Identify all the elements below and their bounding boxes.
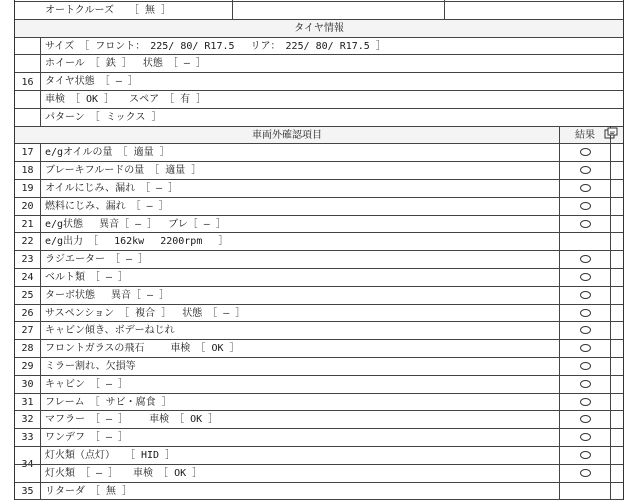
- check-item-row: [15, 198, 623, 216]
- row-text: リターダ ［ 無 ］: [45, 485, 133, 497]
- result-cell: [559, 429, 611, 446]
- edit-icon[interactable]: [599, 127, 623, 144]
- row-number: 17: [15, 144, 41, 161]
- result-cell: [559, 198, 611, 215]
- result-cell: [559, 376, 611, 393]
- check-item-row: [15, 429, 623, 447]
- row-text: キャビン ［ ― ］: [45, 378, 129, 390]
- ok-circle-icon: [580, 166, 591, 174]
- row-number: 28: [15, 340, 41, 357]
- check-item-row: [15, 216, 623, 234]
- row-text: e/g出力 ［ 162kw 2200rpm ］: [45, 236, 229, 248]
- result-circle: [559, 465, 611, 482]
- lighting-row-1: 灯火類（点灯） ［ HID ］: [15, 447, 623, 465]
- row-number: 32: [15, 411, 41, 428]
- check-item-row: [15, 233, 623, 251]
- tire-section-header: [15, 20, 623, 38]
- row-text: ミラー割れ、欠損等: [45, 360, 136, 372]
- retarder-row: [15, 483, 623, 500]
- check-items: [15, 144, 623, 447]
- check-item-row: [15, 358, 623, 376]
- ok-circle-icon: [580, 202, 591, 210]
- result-cell: [559, 322, 611, 339]
- check-item-row: [15, 411, 623, 429]
- result-cell: [559, 305, 611, 322]
- ok-circle-icon: [580, 398, 591, 406]
- row-text: e/g状態 異音［ ― ］ ブレ［ ― ］: [45, 218, 226, 230]
- row-number: 29: [15, 358, 41, 375]
- result-cell: [559, 394, 611, 411]
- row-text: ラジエーター ［ ― ］: [45, 254, 149, 266]
- ok-circle-icon: [580, 255, 591, 263]
- row-number: 27: [15, 322, 41, 339]
- result-cell: [559, 162, 611, 179]
- row-number: 26: [15, 305, 41, 322]
- row-text: 燃料にじみ、漏れ ［ ― ］: [45, 200, 169, 212]
- result-cell: [559, 269, 611, 286]
- result-cell: [559, 216, 611, 233]
- tire-header-text: タイヤ情報: [294, 22, 344, 34]
- ok-circle-icon: [580, 415, 591, 423]
- row-number: 19: [15, 180, 41, 197]
- row-number: 22: [15, 233, 41, 250]
- row-text: ワンデフ ［ ― ］: [45, 432, 129, 444]
- lighting-block: [15, 447, 623, 483]
- tire-pattern-row: パターン ［ ミックス ］: [15, 109, 623, 127]
- check-item-row: [15, 162, 623, 180]
- check-header-text: 車両外確認項目: [252, 129, 322, 141]
- inspection-sheet: [14, 0, 624, 500]
- check-item-row: [15, 287, 623, 305]
- check-item-row: [15, 340, 623, 358]
- result-cell: [559, 251, 611, 268]
- row-text: フレーム ［ サビ・腐食 ］: [45, 396, 172, 408]
- row-number: 20: [15, 198, 41, 215]
- row-number: 24: [15, 269, 41, 286]
- check-item-row: [15, 376, 623, 394]
- ok-circle-icon: [580, 451, 591, 459]
- lighting-row-2: 灯火類 ［ ― ］ 車検 ［ OK ］: [15, 465, 623, 483]
- lighting-row-number: 34: [15, 447, 41, 483]
- ok-circle-icon: [580, 326, 591, 334]
- ok-circle-icon: [580, 273, 591, 281]
- ok-circle-icon: [580, 291, 591, 299]
- row-text: フロントガラスの飛石 車検 ［ OK ］: [45, 343, 240, 355]
- row-number: 35: [15, 483, 41, 500]
- result-header: 結果: [559, 127, 611, 144]
- row-text: ブレーキフルードの量 ［ 適量 ］: [45, 165, 202, 177]
- result-cell: [559, 180, 611, 197]
- check-item-row: [15, 144, 623, 162]
- row-number: 31: [15, 394, 41, 411]
- tire-block: [15, 38, 623, 127]
- check-item-row: [15, 269, 623, 287]
- row-number: 33: [15, 429, 41, 446]
- row-text: マフラー ［ ― ］ 車検 ［ OK ］: [45, 414, 219, 426]
- ok-circle-icon: [580, 433, 591, 441]
- result-cell: [559, 411, 611, 428]
- row-text: オイルにじみ、漏れ ［ ― ］: [45, 182, 179, 194]
- row-text: e/gオイルの量 ［ 適量 ］: [45, 147, 170, 159]
- row-number: 25: [15, 287, 41, 304]
- check-item-row: [15, 251, 623, 269]
- row-text: ベルト類 ［ ― ］: [45, 271, 129, 283]
- ok-circle-icon: [580, 184, 591, 192]
- row-text: ターボ状態 異音［ ― ］: [45, 289, 170, 301]
- result-circle: [559, 447, 611, 464]
- ok-circle-icon: [580, 220, 591, 228]
- check-item-row: [15, 394, 623, 412]
- ok-circle-icon: [580, 148, 591, 156]
- row-number: 30: [15, 376, 41, 393]
- ok-circle-icon: [580, 380, 591, 388]
- row-number: 23: [15, 251, 41, 268]
- result-cell: [559, 358, 611, 375]
- result-cell: [559, 144, 611, 161]
- ok-circle-icon: [580, 344, 591, 352]
- result-cell: [559, 340, 611, 357]
- tire-wheel-row: ホイール ［ 鉄 ］ 状態 ［ ― ］: [15, 55, 623, 73]
- auto-cruise-text: オートクルーズ ［ 無 ］: [15, 2, 233, 19]
- result-cell: [559, 287, 611, 304]
- ok-circle-icon: [580, 309, 591, 317]
- result-cell: [559, 233, 611, 250]
- row-number: 21: [15, 216, 41, 233]
- check-section-header: [15, 127, 623, 145]
- row-number: 18: [15, 162, 41, 179]
- tire-size-row: サイズ ［ フロント： 225/ 80/ R17.5 リア： 225/ 80/ R17.5 ］: [15, 38, 623, 56]
- ok-circle-icon: [580, 362, 591, 370]
- row-text: サスペンション ［ 複合 ］ 状態 ［ ― ］: [45, 307, 246, 319]
- tire-condition-row: タイヤ状態 ［ ― ］: [15, 73, 623, 91]
- row-text: キャビン傾き、ボデーねじれ: [45, 325, 175, 337]
- check-item-row: [15, 305, 623, 323]
- tire-row-number: 16: [15, 38, 41, 127]
- auto-cruise-row: [15, 2, 623, 20]
- ok-circle-icon: [580, 469, 591, 477]
- check-item-row: [15, 180, 623, 198]
- check-item-row: [15, 322, 623, 340]
- tire-inspection-row: 車検 ［ OK ］ スペア ［ 有 ］: [15, 91, 623, 109]
